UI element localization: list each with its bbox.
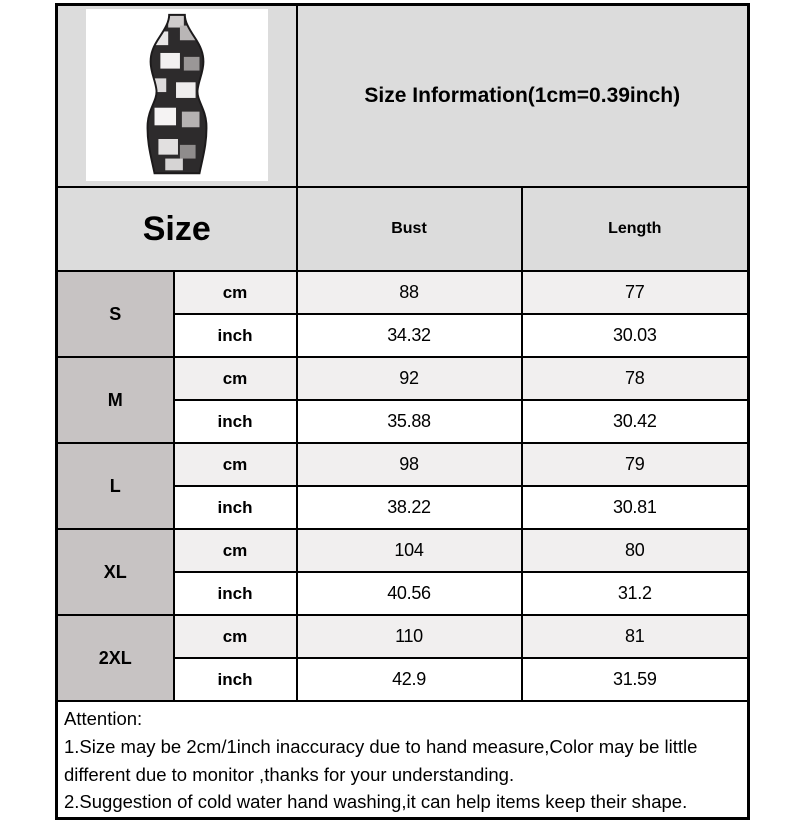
- size-chart-sheet: [55, 3, 747, 820]
- l-bust-cm: 98: [297, 443, 522, 486]
- unit-label-cm: cm: [174, 615, 297, 658]
- m-bust-inch: 35.88: [297, 400, 522, 443]
- unit-label-inch: inch: [174, 572, 297, 615]
- s-bust-inch: 34.32: [297, 314, 522, 357]
- xl-length-inch: 31.2: [522, 572, 749, 615]
- size-label-s: S: [57, 271, 174, 357]
- m-length-cm: 78: [522, 357, 749, 400]
- size-table: [55, 3, 750, 820]
- size-label-l: L: [57, 443, 174, 529]
- 2xl-length-cm: 81: [522, 615, 749, 658]
- unit-label-inch: inch: [174, 314, 297, 357]
- table-row-l-cm: [57, 443, 749, 486]
- s-length-inch: 30.03: [522, 314, 749, 357]
- unit-label-cm: cm: [174, 357, 297, 400]
- xl-bust-cm: 104: [297, 529, 522, 572]
- unit-label-inch: inch: [174, 486, 297, 529]
- xl-length-cm: 80: [522, 529, 749, 572]
- top-row: [57, 5, 749, 188]
- m-bust-cm: 92: [297, 357, 522, 400]
- xl-bust-inch: 40.56: [297, 572, 522, 615]
- 2xl-bust-cm: 110: [297, 615, 522, 658]
- product-image-cell: [57, 5, 297, 188]
- s-bust-cm: 88: [297, 271, 522, 314]
- unit-label-cm: cm: [174, 271, 297, 314]
- size-column-header: Size: [57, 187, 297, 271]
- size-label-m: M: [57, 357, 174, 443]
- attention-line-2: 2.Suggestion of cold water hand washing,it can help items keep their shape.: [64, 791, 688, 813]
- page-title: Size Information(1cm=0.39inch): [297, 5, 749, 188]
- s-length-cm: 77: [522, 271, 749, 314]
- table-row-s-cm: [57, 271, 749, 314]
- dress-graphic: [133, 13, 221, 177]
- l-length-inch: 30.81: [522, 486, 749, 529]
- 2xl-length-inch: 31.59: [522, 658, 749, 701]
- unit-label-inch: inch: [174, 658, 297, 701]
- attention-row: [57, 701, 749, 819]
- 2xl-bust-inch: 42.9: [297, 658, 522, 701]
- size-label-2xl: 2XL: [57, 615, 174, 701]
- unit-label-cm: cm: [174, 443, 297, 486]
- unit-label-inch: inch: [174, 400, 297, 443]
- table-row-m-cm: [57, 357, 749, 400]
- unit-label-cm: cm: [174, 529, 297, 572]
- table-row-xl-cm: [57, 529, 749, 572]
- l-bust-inch: 38.22: [297, 486, 522, 529]
- column-header-row: [57, 187, 749, 271]
- size-label-xl: XL: [57, 529, 174, 615]
- m-length-inch: 30.42: [522, 400, 749, 443]
- attention-line-1: 1.Size may be 2cm/1inch inaccuracy due to hand measure,Color may be little different due to monitor ,thanks for your understanding.: [64, 735, 698, 785]
- bust-column-header: Bust: [297, 187, 522, 271]
- product-photo: [86, 9, 268, 181]
- table-row-2xl-cm: [57, 615, 749, 658]
- l-length-cm: 79: [522, 443, 749, 486]
- length-column-header: Length: [522, 187, 749, 271]
- attention-heading: Attention:: [64, 708, 143, 729]
- attention-note: [57, 701, 749, 819]
